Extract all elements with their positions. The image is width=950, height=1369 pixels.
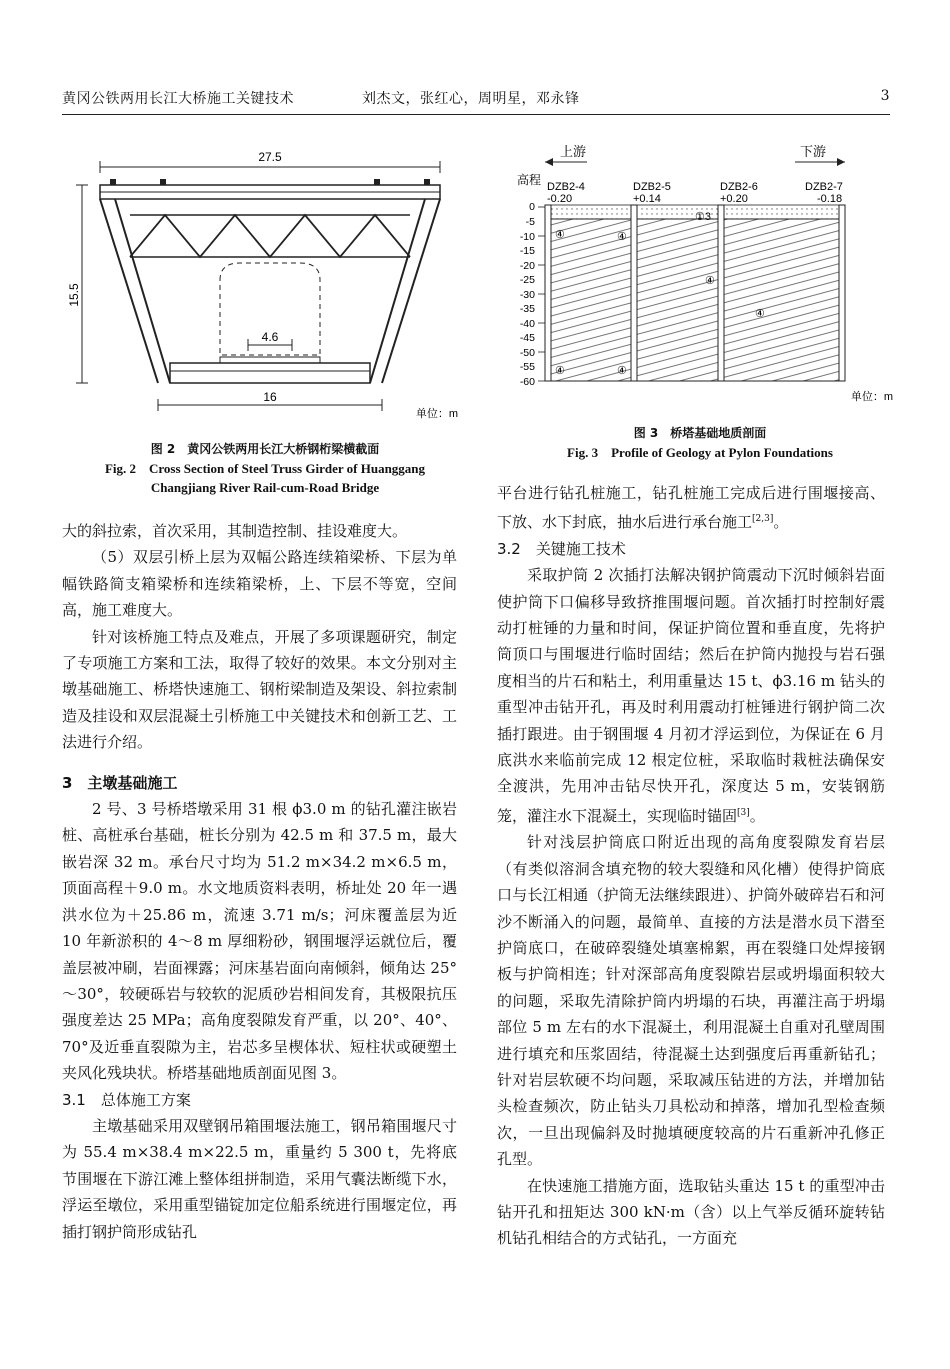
downstream-label: 下游	[800, 144, 827, 159]
elevation-tick: -20	[519, 260, 535, 272]
elevation-tick: -30	[519, 289, 535, 301]
paragraph	[497, 480, 885, 536]
figure-2-caption-zh: 图 2 黄冈公铁两用长江大桥钢桁梁横截面	[150, 442, 380, 456]
paragraph: 在快速施工措施方面，选取钻头重达 15 t 的重型冲击钻开孔和扭矩达 300 kN·m（含）以上气举反循环旋转钻机钻孔相结合的方式钻孔，一方面充	[497, 1176, 885, 1248]
figure-2-caption-en-2: Changjiang River Rail-cum-Road Bridge	[150, 480, 380, 495]
authors: 刘杰文，张红心，周明星，邓永锋	[362, 91, 580, 107]
geology-profile-drawing	[505, 142, 895, 404]
paragraph: 2 号、3 号桥塔墩采用 31 根 ϕ3.0 m 的钻孔灌注嵌岩桩、高桩承台基础，桩长分别为 42.5 m 和 37.5 m，最大嵌岩深 32 m。承台尺寸均为 51.2 m×34.2 m×6.5 m，顶面高程＋9.0 m。水文地质资料表明，桥址处 20 年一遇洪水位为＋25.86 m，流速 3.71 m/s；河床覆盖层为近 10 年新淤积的 4～8 m 厚细粉砂，钢围堰浮运就位后，覆盖层被冲刷，岩面裸露；河床基岩面向南倾斜，倾角达 25°～30°，较硬砾岩与较软的泥质砂岩相间发育，其极限抗压强度差达 25 MPa；高角度裂隙发育严重，以 20°、40°、70°及近垂直裂隙为主，岩芯多呈楔体状、短柱状或硬塑土夹风化残块状。桥塔基础地质剖面见图 3。	[62, 800, 457, 1083]
layer-label: ①3	[695, 211, 711, 223]
borehole-name: DZB2-4	[547, 181, 585, 193]
elevation-tick: 0	[529, 201, 535, 213]
borehole-name: DZB2-7	[805, 181, 843, 193]
journal-article-title: 黄冈公铁两用长江大桥施工关键技术	[62, 91, 294, 107]
running-header	[62, 88, 890, 114]
layer-label: ④	[755, 308, 765, 320]
figure3-unit: 单位：m	[850, 391, 893, 403]
figure-3-caption	[495, 424, 905, 462]
elevation-tick: -25	[519, 274, 535, 286]
paragraph-text: 采取护筒 2 次插打法解决钢护筒震动下沉时倾斜岩面使护筒下口偏移导致挤推围堰问题。首次插打时控制好震动打桩锤的力量和时间，保证护筒位置和垂直度，先将护筒顶口与围堰进行临时固结；然后在护筒内抛投与岩石强度相当的片石和粘土，利用重量达 15 t、ϕ3.16 m 钻头的重型冲击钻开孔，再及时利用震动打桩锤进行钢护筒二次插打跟进。由于钢围堰 4 月初才浮运到位，为保证在 6 月底洪水来临前完成 12 根定位桩，采取临时栽桩法确保安全渡洪，先用冲击钻尽快开孔，深度达 5 m，安装钢筋笼，灌注水下混凝土，实现临时锚固	[497, 566, 885, 825]
paragraph-text: 平台进行钻孔桩施工，钻孔桩施工完成后进行围堰接高、下放、水下封底，抽水后进行承台施工	[497, 484, 885, 532]
layer-label: ④	[555, 365, 565, 377]
paragraph: 针对该桥施工特点及难点，开展了多项课题研究，制定了专项施工方案和工法，取得了较好的效果。本文分别对主墩基础施工、桥塔快速施工、钢桁梁制造及架设、斜拉索制造及挂设和双层混凝土引桥施工中关键技术和创新工艺、工法进行介绍。	[62, 627, 457, 752]
citation: [2,3]	[752, 514, 774, 525]
paragraph: 针对浅层护筒底口附近出现的高角度裂隙发育岩层（有类似溶洞含填充物的较大裂缝和风化槽）使得护筒底口与长江相通（护筒无法继续跟进）、护筒外破碎岩石和河沙不断涌入的问题，最简单、直接的方法是潜水员下潜至护筒底口，在破碎裂缝处填塞棉絮，再在裂缝口处焊接钢板与护筒相连；针对深部高角度裂隙岩层或坍塌面积较大的问题，采取先清除护筒内坍塌的石块，再灌注高于坍塌部位 5 m 左右的水下混凝土，利用混凝土自重对孔壁周围进行填充和压浆固结，待混凝土达到强度后再重新钻孔；针对岩层软硬不均问题，采取减压钻进的方法，并增加钻头检查频次，防止钻头刀具松动和掉落，增加孔型检查频次，一旦出现偏斜及时抛填硬度较高的片石重新冲孔修正孔型。	[497, 833, 885, 1169]
borehole-name: DZB2-6	[720, 181, 758, 193]
figure-2	[67, 145, 460, 425]
truss-cross-section-drawing	[67, 145, 460, 425]
layer-label: ④	[617, 231, 627, 243]
paragraph-end: 。	[749, 806, 765, 825]
subsection-heading: 3.2 关键施工技术	[497, 539, 626, 558]
borehole-top: +0.14	[633, 193, 661, 205]
paragraph	[497, 562, 885, 829]
borehole-top: -0.20	[547, 193, 573, 205]
header-rule	[62, 114, 890, 115]
dim-top-width: 27.5	[258, 150, 282, 164]
elevation-tick: -35	[519, 303, 535, 315]
elevation-label: 高程	[517, 173, 542, 187]
elevation-tick: -15	[519, 245, 535, 257]
subsection-heading: 3.1 总体施工方案	[62, 1090, 191, 1109]
paragraph: 大的斜拉索，首次采用，其制造控制、挂设难度大。	[62, 522, 408, 540]
paragraph: （5）双层引桥上层为双幅公路连续箱梁桥、下层为单幅铁路简支箱梁桥和连续箱梁桥，上、下层不等宽，空间高，施工难度大。	[62, 548, 457, 620]
borehole-top: +0.20	[720, 193, 748, 205]
dim-bottom-width: 16	[263, 390, 277, 404]
upstream-label: 上游	[560, 144, 587, 159]
layer-label: ④	[705, 275, 715, 287]
elevation-tick: -5	[525, 216, 535, 228]
figure-3-caption-zh: 图 3 桥塔基础地质剖面	[633, 426, 767, 440]
elevation-tick: -60	[519, 376, 535, 388]
borehole-name: DZB2-5	[633, 181, 671, 193]
elevation-tick: -40	[519, 318, 535, 330]
left-column	[62, 518, 457, 1245]
elevation-tick: -45	[519, 332, 535, 344]
dim-inner-width: 4.6	[261, 330, 279, 344]
layer-label: ④	[617, 365, 627, 377]
citation: [3]	[737, 807, 750, 818]
page-number: 3	[880, 88, 890, 104]
right-column	[497, 480, 885, 1252]
elevation-tick: -50	[519, 347, 535, 359]
figure2-unit: 单位：m	[415, 408, 458, 420]
figure-2-caption-en-1: Fig. 2 Cross Section of Steel Truss Girder of Huanggang	[104, 461, 426, 476]
paragraph: 主墩基础采用双壁钢吊箱围堰法施工，钢吊箱围堰尺寸为 55.4 m×38.4 m×22.5 m，重量约 5 300 t，先将底节围堰在下游江滩上整体组拼制造，采用气囊法断缆下水，浮运至墩位，采用重型锚锭加定位船系统进行围堰定位，再插打钢护筒形成钻孔	[62, 1116, 457, 1241]
dim-height: 15.5	[67, 283, 81, 307]
elevation-tick: -10	[519, 231, 535, 243]
section-heading: 3 主墩基础施工	[62, 773, 178, 792]
elevation-tick: -55	[519, 361, 535, 373]
borehole-top: -0.18	[817, 193, 843, 205]
figure-3-caption-en: Fig. 3 Profile of Geology at Pylon Foundations	[567, 445, 833, 460]
figure-3	[505, 142, 895, 404]
paragraph-end: 。	[773, 513, 789, 532]
figure-2-caption	[60, 440, 470, 497]
layer-label: ④	[555, 229, 565, 241]
